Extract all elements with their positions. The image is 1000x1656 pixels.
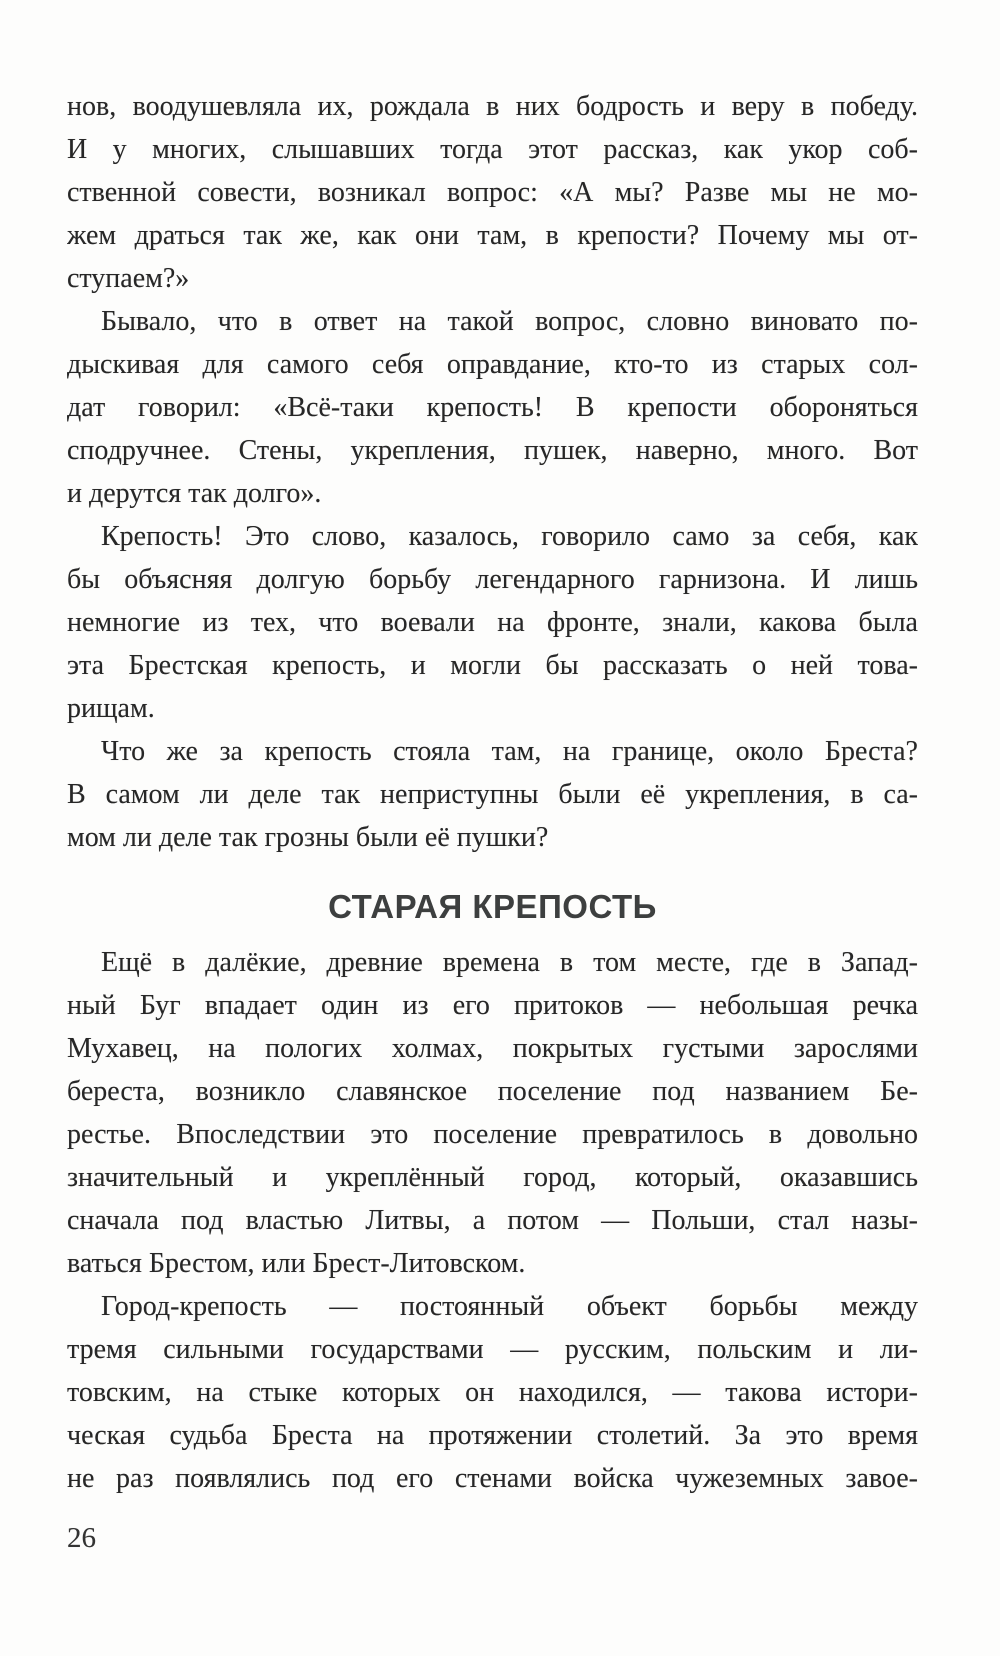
text-line: сподручнее. Стены, укрепления, пушек, наверно, много. Вот (67, 435, 918, 466)
paragraph (67, 515, 918, 730)
text-line: рищам. (67, 693, 155, 724)
text-line: Что же за крепость стояла там, на границе, около Бреста? (101, 736, 918, 767)
text-line: береста, возникло славянское поселение под названием Бе- (67, 1076, 918, 1107)
text-line: и дерутся так долго». (67, 478, 322, 509)
text-line: Крепость! Это слово, казалось, говорило само за себя, как (101, 521, 918, 552)
page-number: 26 (67, 1522, 96, 1554)
text-line: В самом ли деле так неприступны были её укрепления, в са- (67, 779, 918, 810)
text-line: рестье. Впоследствии это поселение превратилось в довольно (67, 1119, 918, 1150)
text-line: И у многих, слышавших тогда этот рассказ, как укор соб- (67, 134, 918, 165)
text-line: Бывало, что в ответ на такой вопрос, словно виновато по- (101, 306, 918, 337)
text-line: жем драться так же, как они там, в крепости? Почему мы от- (67, 220, 918, 251)
paragraph (67, 1285, 918, 1500)
text-line: не раз появлялись под его стенами войска чужеземных завое- (67, 1463, 918, 1494)
paragraph (67, 730, 918, 859)
paragraph (67, 85, 918, 300)
text-line: дат говорил: «Всё-таки крепость! В крепости обороняться (67, 392, 918, 423)
text-line: сначала под властью Литвы, а потом — Польши, стал назы- (67, 1205, 918, 1236)
body-text (67, 85, 918, 1500)
text-line: мом ли деле так грозны были её пушки? (67, 822, 549, 853)
text-line: значительный и укреплённый город, который, оказавшись (67, 1162, 918, 1193)
text-line: товским, на стыке которых он находился, — такова истори- (67, 1377, 918, 1408)
text-line: Город-крепость — постоянный объект борьбы между (101, 1291, 918, 1322)
text-line: ступаем?» (67, 263, 190, 294)
text-line: нов, воодушевляла их, рождала в них бодрость и веру в победу. (67, 91, 918, 122)
text-line: Мухавец, на пологих холмах, покрытых густыми зарослями (67, 1033, 918, 1064)
paragraph (67, 300, 918, 515)
text-line: ваться Брестом, или Брест-Литовском. (67, 1248, 526, 1279)
text-line: Ещё в далёкие, древние времена в том месте, где в Запад- (101, 947, 918, 978)
text-line: немногие из тех, что воевали на фронте, знали, какова была (67, 607, 918, 638)
text-line: тремя сильными государствами — русским, польским и ли- (67, 1334, 918, 1365)
text-line: ственной совести, возникал вопрос: «А мы? Разве мы не мо- (67, 177, 918, 208)
section-heading: СТАРАЯ КРЕПОСТЬ (328, 888, 657, 925)
text-line: ческая судьба Бреста на протяжении столетий. За это время (67, 1420, 918, 1451)
text-line: эта Брестская крепость, и могли бы рассказать о ней това- (67, 650, 918, 681)
paragraph (67, 941, 918, 1285)
text-line: ный Буг впадает один из его притоков — небольшая речка (67, 990, 918, 1021)
text-line: бы объясняя долгую борьбу легендарного гарнизона. И лишь (67, 564, 918, 595)
text-line: дыскивая для самого себя оправдание, кто-то из старых сол- (67, 349, 918, 380)
